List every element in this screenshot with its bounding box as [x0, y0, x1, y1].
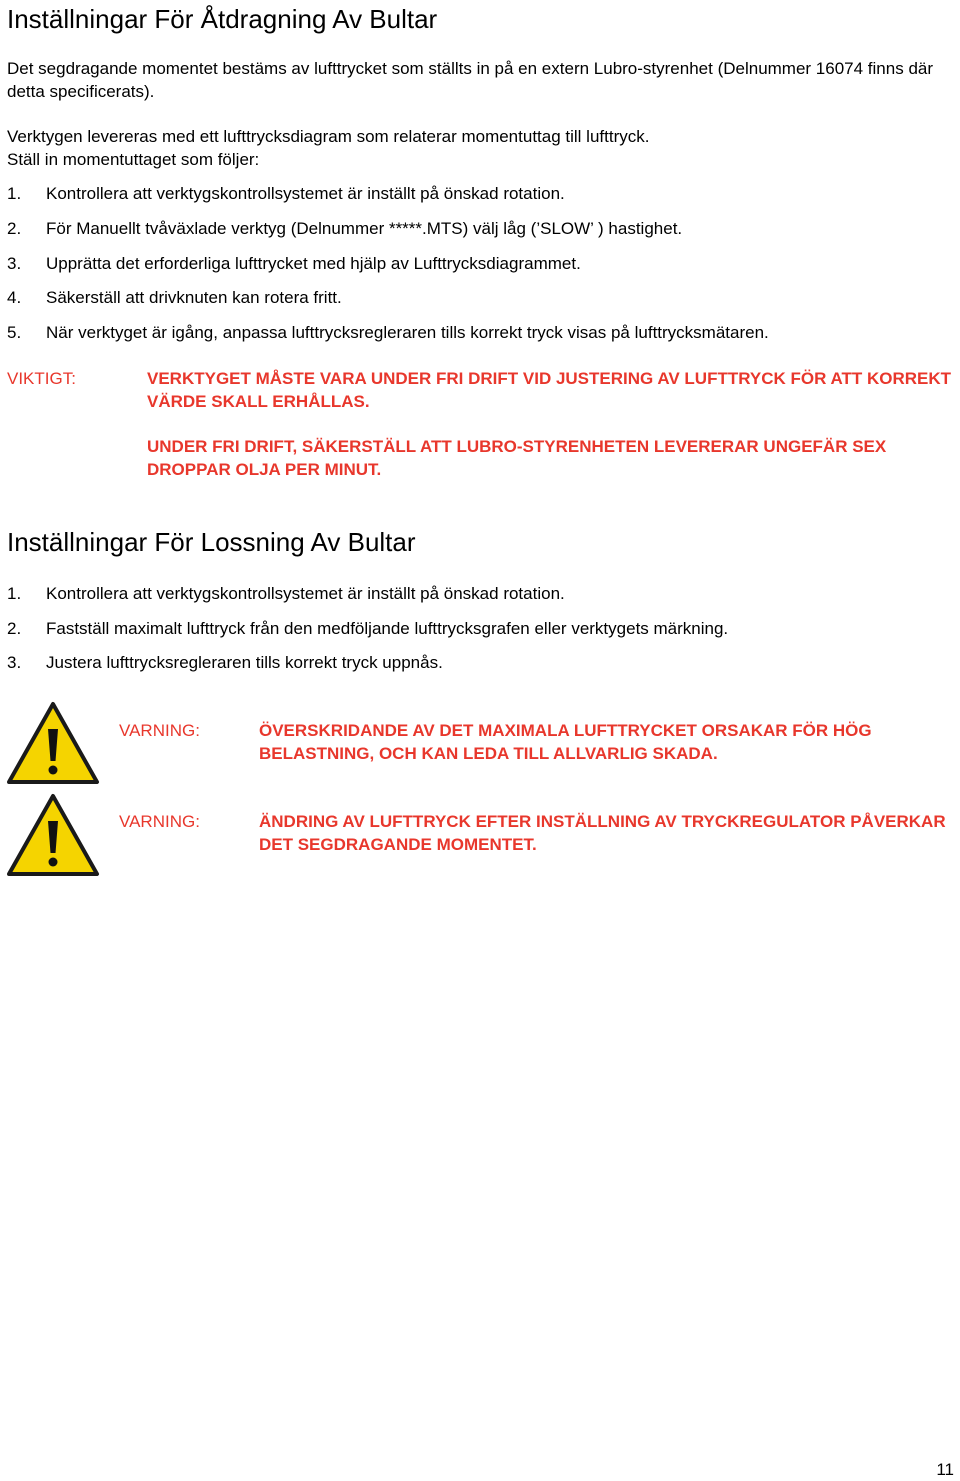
page-number: 11	[936, 1460, 954, 1479]
step-number: 1.	[7, 184, 22, 203]
loosening-step-3	[7, 651, 443, 674]
warning-triangle-icon	[6, 701, 100, 785]
warning-text-2: ÄNDRING AV LUFTTRYCK EFTER INSTÄLLNING AV TRYCKREGULATOR PÅVERKAR DET SEGDRAGANDE MOMENTET.	[259, 812, 946, 854]
diagram-paragraph-line1: Verktygen levereras med ett lufttrycksdiagram som relaterar momentuttag till lufttryck.	[7, 127, 650, 146]
step-text: Justera lufttrycksregleraren tills korrekt tryck uppnås.	[46, 653, 443, 672]
tightening-step-1	[7, 182, 565, 205]
important-text-1: VERKTYGET MÅSTE VARA UNDER FRI DRIFT VID JUSTERING AV LUFTTRYCK FÖR ATT KORREKT VÄRDE SKALL ERHÅLLAS.	[147, 369, 952, 411]
loosening-step-1	[7, 582, 565, 605]
step-number: 2.	[7, 619, 22, 638]
step-number: 4.	[7, 288, 22, 307]
warning-label-1: VARNING:	[119, 721, 200, 740]
step-number: 1.	[7, 584, 22, 603]
tightening-step-2	[7, 217, 682, 240]
step-number: 2.	[7, 219, 22, 238]
section-heading-tightening: Inställningar För Åtdragning Av Bultar	[7, 4, 438, 34]
warning-text-1: ÖVERSKRIDANDE AV DET MAXIMALA LUFTTRYCKET ORSAKAR FÖR HÖG BELASTNING, OCH KAN LEDA TILL ALLVARLIG SKADA.	[259, 721, 872, 763]
step-number: 3.	[7, 653, 22, 672]
step-text: För Manuellt tvåväxlade verktyg (Delnummer *****.MTS) välj låg (’SLOW’ ) hastighet.	[46, 219, 683, 238]
step-number: 3.	[7, 254, 22, 273]
tightening-step-3	[7, 252, 581, 275]
step-text: Fastställ maximalt lufttryck från den medföljande lufttrycksgrafen eller verktygets märkning.	[46, 619, 729, 638]
loosening-step-2	[7, 617, 728, 640]
step-text: När verktyget är igång, anpassa lufttrycksregleraren tills korrekt tryck visas på lufttrycksmätaren.	[46, 323, 769, 342]
important-label: VIKTIGT:	[7, 369, 76, 388]
tightening-step-5	[7, 321, 769, 344]
warning-triangle-icon	[6, 793, 100, 877]
step-text: Kontrollera att verktygskontrollsystemet är inställt på önskad rotation.	[46, 584, 565, 603]
step-text: Kontrollera att verktygskontrollsystemet är inställt på önskad rotation.	[46, 184, 565, 203]
step-number: 5.	[7, 323, 22, 342]
diagram-paragraph-line2: Ställ in momentuttaget som följer:	[7, 150, 260, 169]
step-text: Upprätta det erforderliga lufttrycket med hjälp av Lufttrycksdiagrammet.	[46, 254, 581, 273]
important-text-2: UNDER FRI DRIFT, SÄKERSTÄLL ATT LUBRO-STYRENHETEN LEVERERAR UNGEFÄR SEX DROPPAR OLJA PER MINUT.	[147, 437, 887, 479]
step-text: Säkerställ att drivknuten kan rotera fritt.	[46, 288, 342, 307]
tightening-step-4	[7, 286, 342, 309]
intro-paragraph: Det segdragande momentet bestäms av lufttrycket som ställts in på en extern Lubro-styrenhet (Delnummer 16074 finns där detta specificerats).	[7, 59, 934, 101]
warning-label-2: VARNING:	[119, 812, 200, 831]
section-heading-loosening: Inställningar För Lossning Av Bultar	[7, 527, 416, 557]
